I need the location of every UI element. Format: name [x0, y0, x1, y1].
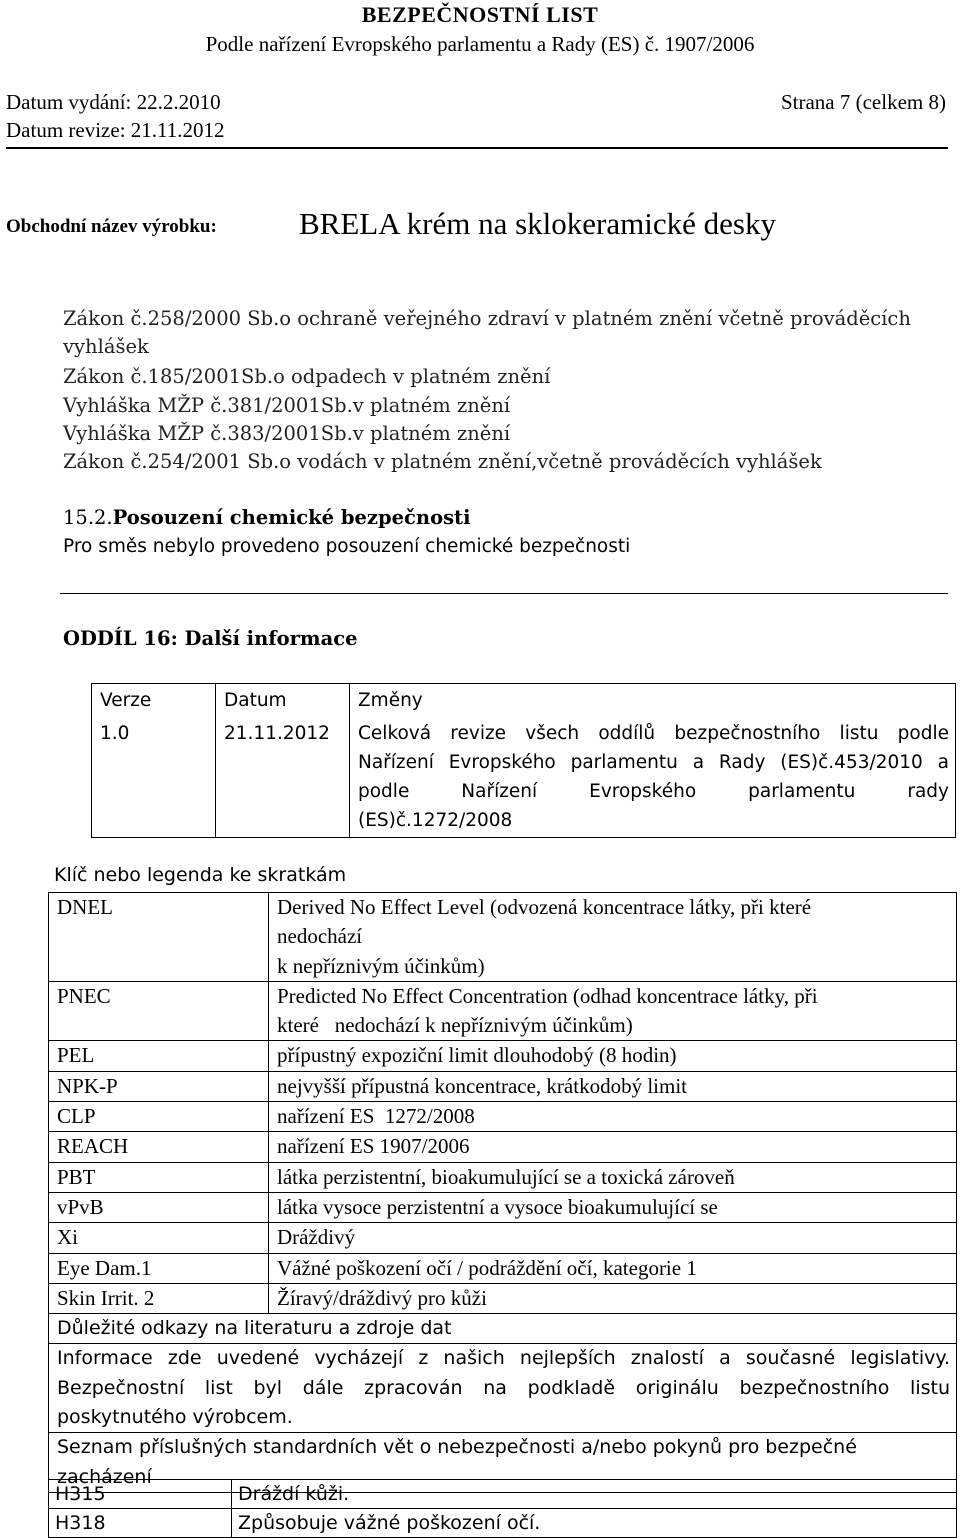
- regulation-line: vyhlášek: [63, 335, 149, 358]
- section-15-2-heading: [63, 506, 470, 529]
- header-cell: Změny: [350, 684, 956, 718]
- abbr-cell: REACH: [49, 1132, 269, 1162]
- header-cell: Verze: [92, 684, 216, 718]
- definition-line: které nedochází k nepříznivým účinkům): [277, 1013, 633, 1038]
- section-16-title: ODDÍL 16: Další informace: [63, 627, 358, 650]
- table-row: [49, 1162, 957, 1192]
- table-row: [49, 1509, 957, 1538]
- table-header-row: [92, 684, 956, 718]
- references-title: Důležité odkazy na literaturu a zdroje dat: [49, 1314, 957, 1344]
- definition-cell: [269, 893, 957, 982]
- changes-line: (ES)č.1272/2008: [358, 810, 513, 831]
- definition-line: nedochází: [277, 924, 363, 949]
- legend-title: Klíč nebo legenda ke skratkám: [54, 864, 347, 886]
- hazard-statements-table: [48, 1479, 957, 1538]
- table-row: [92, 717, 956, 838]
- product-name: BRELA krém na sklokeramické desky: [299, 206, 776, 241]
- table-row: [49, 1102, 957, 1132]
- abbr-cell: PBT: [49, 1162, 269, 1192]
- table-row: [49, 1041, 957, 1071]
- table-row: [49, 893, 957, 982]
- header-cell: Datum: [216, 684, 350, 718]
- legend-table: [48, 892, 957, 1493]
- table-row: [49, 1071, 957, 1101]
- table-row: [49, 1132, 957, 1162]
- header-divider: [6, 147, 948, 149]
- section-title: Posouzení chemické bezpečnosti: [112, 506, 471, 529]
- abbr-cell: PNEC: [49, 981, 269, 1041]
- definition-cell: Vážné poškození očí / podráždění očí, kategorie 1: [269, 1253, 957, 1283]
- abbr-cell: DNEL: [49, 893, 269, 982]
- abbr-cell: Skin Irrit. 2: [49, 1283, 269, 1313]
- product-label: Obchodní název výrobku:: [6, 216, 217, 237]
- definition-line: Predicted No Effect Concentration (odhad koncentrace látky, při: [277, 983, 818, 1008]
- abbr-cell: PEL: [49, 1041, 269, 1071]
- abbr-cell: vPvB: [49, 1192, 269, 1222]
- hazard-text: Dráždí kůži.: [232, 1480, 957, 1509]
- info-line: Bezpečnostní list byl dále zpracován na podkladě originálu bezpečnostního listu: [57, 1376, 950, 1399]
- table-row: [49, 1344, 957, 1433]
- regulation-line: Zákon č.258/2000 Sb.o ochraně veřejného zdraví v platném znění včetně prováděcích: [63, 307, 911, 330]
- table-row: [49, 1253, 957, 1283]
- changes-cell: [350, 717, 956, 838]
- table-row: [49, 1480, 957, 1509]
- section-divider: [60, 593, 948, 594]
- definition-cell: přípustný expoziční limit dlouhodobý (8 hodin): [269, 1041, 957, 1071]
- regulation-line: Zákon č.185/2001Sb.o odpadech v platném znění: [63, 365, 551, 388]
- table-row: [49, 981, 957, 1041]
- document-title: BEZPEČNOSTNÍ LIST: [361, 2, 599, 27]
- document-subtitle: Podle nařízení Evropského parlamentu a Rady (ES) č. 1907/2006: [205, 32, 755, 56]
- definition-cell: Dráždivý: [269, 1223, 957, 1253]
- revision-date: Datum revize: 21.11.2012: [6, 118, 225, 142]
- abbr-cell: CLP: [49, 1102, 269, 1132]
- definition-cell: nejvyšší přípustná koncentrace, krátkodobý limit: [269, 1071, 957, 1101]
- page-indicator: Strana 7 (celkem 8): [780, 90, 946, 114]
- definition-cell: látka perzistentní, bioakumulující se a toxická zároveň: [269, 1162, 957, 1192]
- regulation-line: Zákon č.254/2001 Sb.o vodách v platném znění,včetně prováděcích vyhlášek: [63, 450, 822, 473]
- table-row: [49, 1223, 957, 1253]
- definition-cell: látka vysoce perzistentní a vysoce bioakumulující se: [269, 1192, 957, 1222]
- table-row: [49, 1314, 957, 1344]
- issue-date: Datum vydání: 22.2.2010: [6, 90, 221, 114]
- regulation-line: Vyhláška MŽP č.381/2001Sb.v platném znění: [63, 394, 511, 417]
- changes-line: Celková revize všech oddílů bezpečnostního listu podle: [358, 723, 949, 744]
- info-line: poskytnutého výrobcem.: [57, 1406, 293, 1429]
- abbr-cell: Eye Dam.1: [49, 1253, 269, 1283]
- version-table: [91, 683, 956, 838]
- definition-cell: nařízení ES 1272/2008: [269, 1102, 957, 1132]
- changes-line: podle Nařízení Evropského parlamentu rady: [358, 781, 949, 802]
- hazard-code: H315: [49, 1480, 232, 1509]
- date-cell: 21.11.2012: [216, 717, 350, 838]
- version-cell: 1.0: [92, 717, 216, 838]
- changes-line: Nařízení Evropského parlamentu a Rady (ES)č.453/2010 a: [358, 752, 949, 773]
- abbr-cell: NPK-P: [49, 1071, 269, 1101]
- hazard-code: H318: [49, 1509, 232, 1538]
- definition-cell: [269, 981, 957, 1041]
- table-row: [49, 1283, 957, 1313]
- abbr-cell: Xi: [49, 1223, 269, 1253]
- regulation-line: Vyhláška MŽP č.383/2001Sb.v platném znění: [63, 422, 511, 445]
- hazard-text: Způsobuje vážné poškození očí.: [232, 1509, 957, 1538]
- section-number: 15.2.: [63, 506, 113, 529]
- phrases-title: Seznam příslušných standardních vět o nebezpečnosti a/nebo pokynů pro bezpečné zacházení: [49, 1433, 957, 1493]
- definition-cell: Žíravý/dráždivý pro kůži: [269, 1283, 957, 1313]
- table-row: [49, 1192, 957, 1222]
- info-line: Informace zde uvedené vycházejí z našich nejlepších znalostí a současné legislativy.: [57, 1347, 950, 1370]
- info-cell: [49, 1344, 957, 1433]
- definition-cell: nařízení ES 1907/2006: [269, 1132, 957, 1162]
- definition-line: Derived No Effect Level (odvozená koncentrace látky, při které: [277, 895, 812, 919]
- assessment-text: Pro směs nebylo provedeno posouzení chemické bezpečnosti: [63, 536, 631, 557]
- definition-line: k nepříznivým účinkům): [277, 953, 485, 978]
